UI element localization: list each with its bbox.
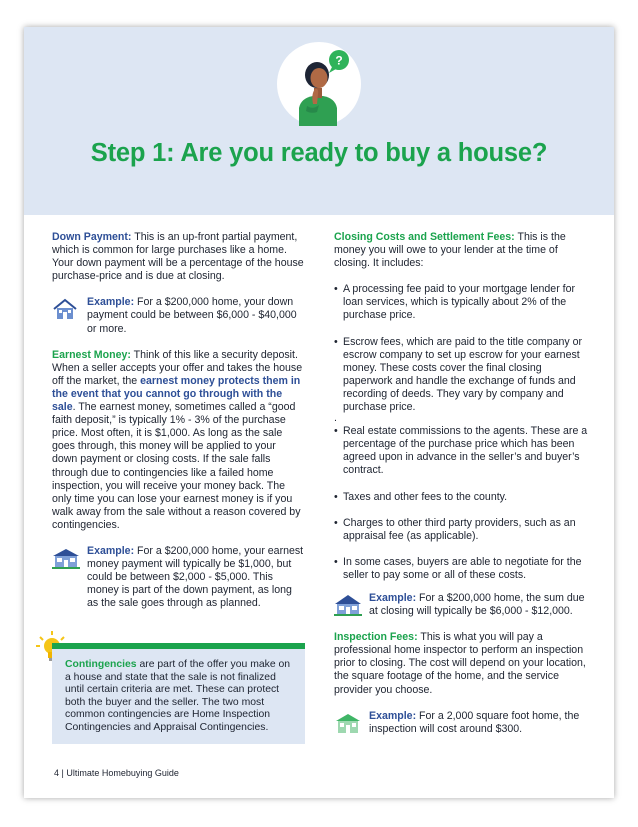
house-icon [334, 712, 362, 738]
down-payment-label: Down Payment: [52, 231, 132, 243]
right-column [334, 231, 590, 736]
stray-mark: . [334, 412, 337, 425]
down-payment-paragraph [52, 231, 304, 283]
earnest-money-example-text: For a $200,000 home, your earnest money payment will typically be $1,000, but could be between $2,000 - $5,000. This money is part of the down payment, as long as the sale goes through as planned. [87, 544, 304, 610]
earnest-money-paragraph [52, 349, 304, 532]
inspection-fees-label: Inspection Fees: [334, 631, 418, 644]
earnest-money-bold: earnest money protects them in the event that you cannot go through with the sale [52, 374, 301, 414]
down-payment-text: This is an up-front partial payment, which is common for large purchases like a home. Your down payment will be a percentage of the house purchase-price and is due at closing. [52, 231, 304, 283]
house-icon [52, 547, 80, 573]
list-item: • A processing fee paid to your mortgage lender for loan services, which is typically about 2% of the purchase price. [334, 283, 590, 322]
inspection-fees-example [334, 710, 590, 736]
down-payment-example-label: Example: [87, 296, 135, 309]
house-icon [52, 298, 78, 324]
inspection-fees-text: This is what you will pay a professional home inspector to perform an inspection prior to closing. The cost will depend on your location, the square footage of the home, and the service provider you choose. [334, 631, 586, 696]
closing-costs-example-label: Example: [369, 591, 417, 604]
house-icon [334, 594, 362, 620]
page-title: Step 1: Are you ready to buy a house? [90, 139, 548, 167]
earnest-money-label: Earnest Money: [52, 348, 131, 361]
down-payment-example-text: For a $200,000 home, your down payment could be between $6,000 - $40,000 or more. [87, 296, 297, 335]
earnest-money-text2: . The earnest money, sometimes called a “good faith deposit,” is typically 1% - 3% of the purchase price. Most often, it is $1,000. As long as the sale goes through, this money will be applied to your down payment or closing costs. If the sale falls through due to contingencies like a failed home inspection, you will receive your money back. The only time you can lose your earnest money is if you walk away from the sale without a reason covered by contingencies. [52, 401, 301, 531]
page [24, 27, 614, 798]
earnest-money-example [52, 545, 304, 610]
earnest-money-example-label: Example: [87, 544, 135, 557]
closing-costs-paragraph [334, 231, 590, 270]
list-item: • Charges to other third party providers, such as an appraisal fee (as applicable). [334, 517, 590, 543]
svg-text:?: ? [335, 53, 343, 68]
closing-costs-text: This is the money you will owe to your lender at the time of closing. It includes: [334, 231, 566, 270]
contingencies-text: are part of the offer you make on a house and state that the sale is not finalized until certain criteria are met. These can protect both the buyer and the seller. The two most common contingencies are Home Inspection Contingencies and Appraisal Contingencies. [65, 659, 291, 733]
person-thinking-question-icon [277, 42, 361, 126]
inspection-fees-example-text: For a 2,000 square foot home, the inspection will cost around $300. [369, 709, 580, 735]
left-column [52, 231, 304, 610]
inspection-fees-example-label: Example: [369, 709, 417, 722]
closing-costs-label: Closing Costs and Settlement Fees: [334, 231, 515, 243]
contingencies-label: Contingencies [65, 659, 137, 670]
inspection-fees-paragraph [334, 631, 590, 696]
list-item: • Taxes and other fees to the county. [334, 491, 590, 504]
down-payment-example [52, 296, 304, 335]
page-footer: 4 | Ultimate Homebuying Guide [54, 768, 179, 778]
earnest-money-text1: Think of this like a security deposit. When a seller accepts your offer and takes the house off the market, the [52, 348, 303, 387]
list-item: • Real estate commissions to the agents. These are a percentage of the purchase price which has been agreed upon in advance in the seller’s and buyer’s contract. [334, 425, 590, 477]
header-banner [24, 27, 614, 215]
list-item: • Escrow fees, which are paid to the title company or escrow company to set up escrow for your earnest money. These costs cover the final closing paperwork and handle the exchange of funds and recording of deeds. They vary by company and purchase price. [334, 336, 590, 415]
contingencies-callout [52, 643, 305, 744]
closing-costs-example-text: For a $200,000 home, the sum due at closing will typically be $6,000 - $12,000. [369, 591, 585, 618]
list-item: • In some cases, buyers are able to negotiate for the seller to pay some or all of these costs. [334, 556, 590, 582]
closing-costs-example [334, 592, 590, 618]
